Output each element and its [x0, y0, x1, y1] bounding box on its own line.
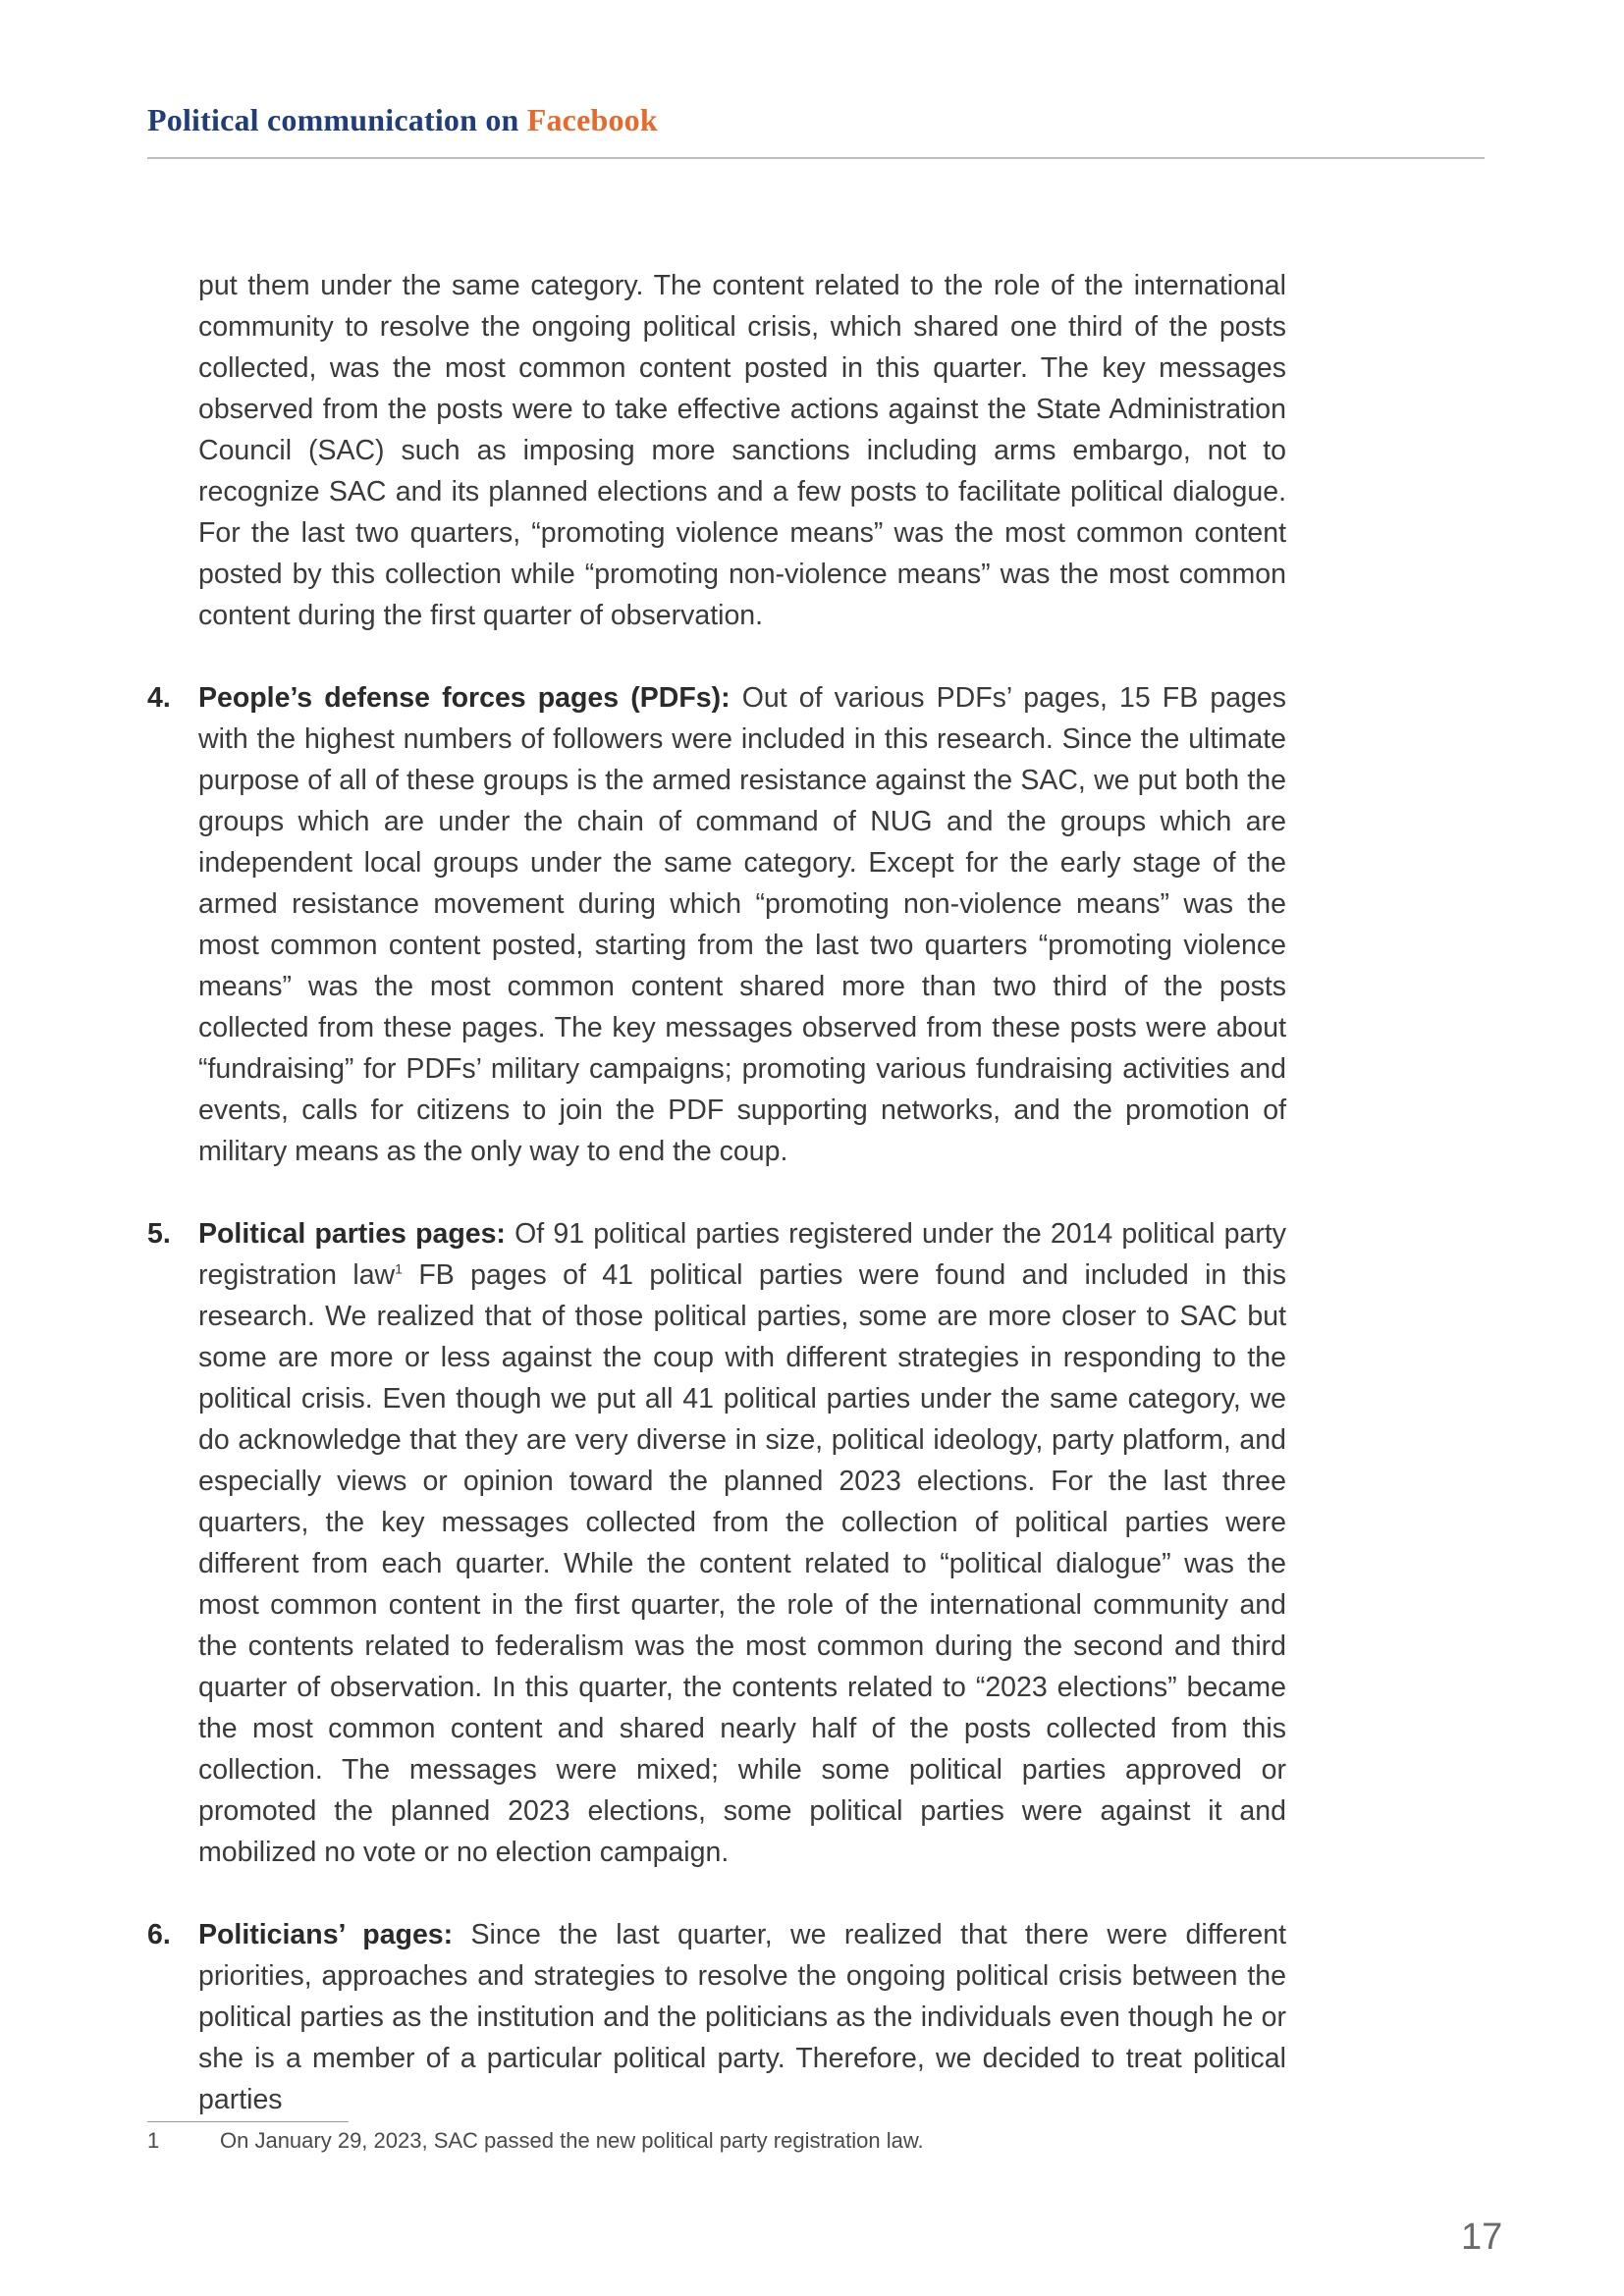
- list-item-paragraph: [198, 1914, 1286, 2120]
- list-item-label: Political parties pages:: [198, 1218, 506, 1250]
- list-item-label: People’s defense forces pages (PDFs):: [198, 682, 731, 714]
- list-item-paragraph: [198, 1213, 1286, 1873]
- header-title-main: Political communication on: [147, 102, 527, 137]
- list-item-text: Out of various PDFs’ pages, 15 FB pages with the highest numbers of followers were included in this research. Since the ultimate purpose of all of these groups is the armed resistance against the SAC, we put both the groups which are under the chain of command of NUG and the groups which are independent local groups under the same category. Except for the early stage of the armed resistance movement during which “promoting non-violence means” was the most common content posted, starting from the last two quarters “promoting violence means” was the most common content shared more than two third of the posts collected from these pages. The key messages observed from these posts were about “fundraising” for PDFs’ military campaigns; promoting various fundraising activities and events, calls for citizens to join the PDF supporting networks, and the promotion of military means as the only way to end the coup.: [198, 682, 1286, 1167]
- footnote-divider: [147, 2121, 349, 2122]
- list-item-5: [147, 1213, 1286, 1873]
- intro-paragraph: put them under the same category. The content related to the role of the international community to resolve the ongoing political crisis, which shared one third of the posts collected, was the most common content posted in this quarter. The key messages observed from the posts were to take effective actions against the State Administration Council (SAC) such as imposing more sanctions including arms embargo, not to recognize SAC and its planned elections and a few posts to facilitate political dialogue. For the last two quarters, “promoting violence means” was the most common content posted by this collection while “promoting non-violence means” was the most common content during the first quarter of observation.: [198, 270, 1286, 631]
- list-item-number: 5.: [147, 1218, 171, 1250]
- page-header: [147, 102, 1485, 159]
- list-item-number: 6.: [147, 1919, 171, 1950]
- list-item-text-continued: FB pages of 41 political parties were found and included in this research. We realized that of those political parties, some are more closer to SAC but some are more or less against the coup with different strategies in responding to the political crisis. Even though we put all 41 political parties under the same category, we do acknowledge that they are very diverse in size, political ideology, party platform, and especially views or opinion toward the planned 2023 elections. For the last three quarters, the key messages collected from the collection of political parties were different from each quarter. While the content related to “political dialogue” was the most common content in the first quarter, the role of the international community and the contents related to federalism was the most common during the second and third quarter of observation. In this quarter, the contents related to “2023 elections” became the most common content and shared nearly half of the posts collected from this collection. The messages were mixed; while some political parties approved or promoted the planned 2023 elections, some political parties were against it and mobilized no vote or no election campaign.: [198, 1259, 1286, 1868]
- list-item-text: Since the last quarter, we realized that there were different priorities, approaches and strategies to resolve the ongoing political crisis between the political parties as the institution and the politicians as the individuals even though he or she is a member of a particular political party. Therefore, we decided to treat political parties: [198, 1919, 1287, 2115]
- list-item-4: [147, 677, 1286, 1172]
- list-item-label: Politicians’ pages:: [198, 1919, 454, 1950]
- footnote-text: On January 29, 2023, SAC passed the new political party registration law.: [220, 2128, 924, 2153]
- list-item-text: Of 91 political parties registered under the 2014 political party registration law: [198, 1218, 1286, 1291]
- footnote-reference[interactable]: 1: [395, 1260, 403, 1277]
- list-item-paragraph: [198, 677, 1286, 1172]
- page-number: 17: [1461, 2216, 1503, 2258]
- list-item-6: [147, 1914, 1286, 2120]
- page-body: [147, 265, 1286, 2120]
- header-title-accent: Facebook: [526, 102, 658, 137]
- list-item-number: 4.: [147, 682, 171, 714]
- footnote-number: 1: [147, 2128, 160, 2153]
- header-title: [147, 102, 658, 138]
